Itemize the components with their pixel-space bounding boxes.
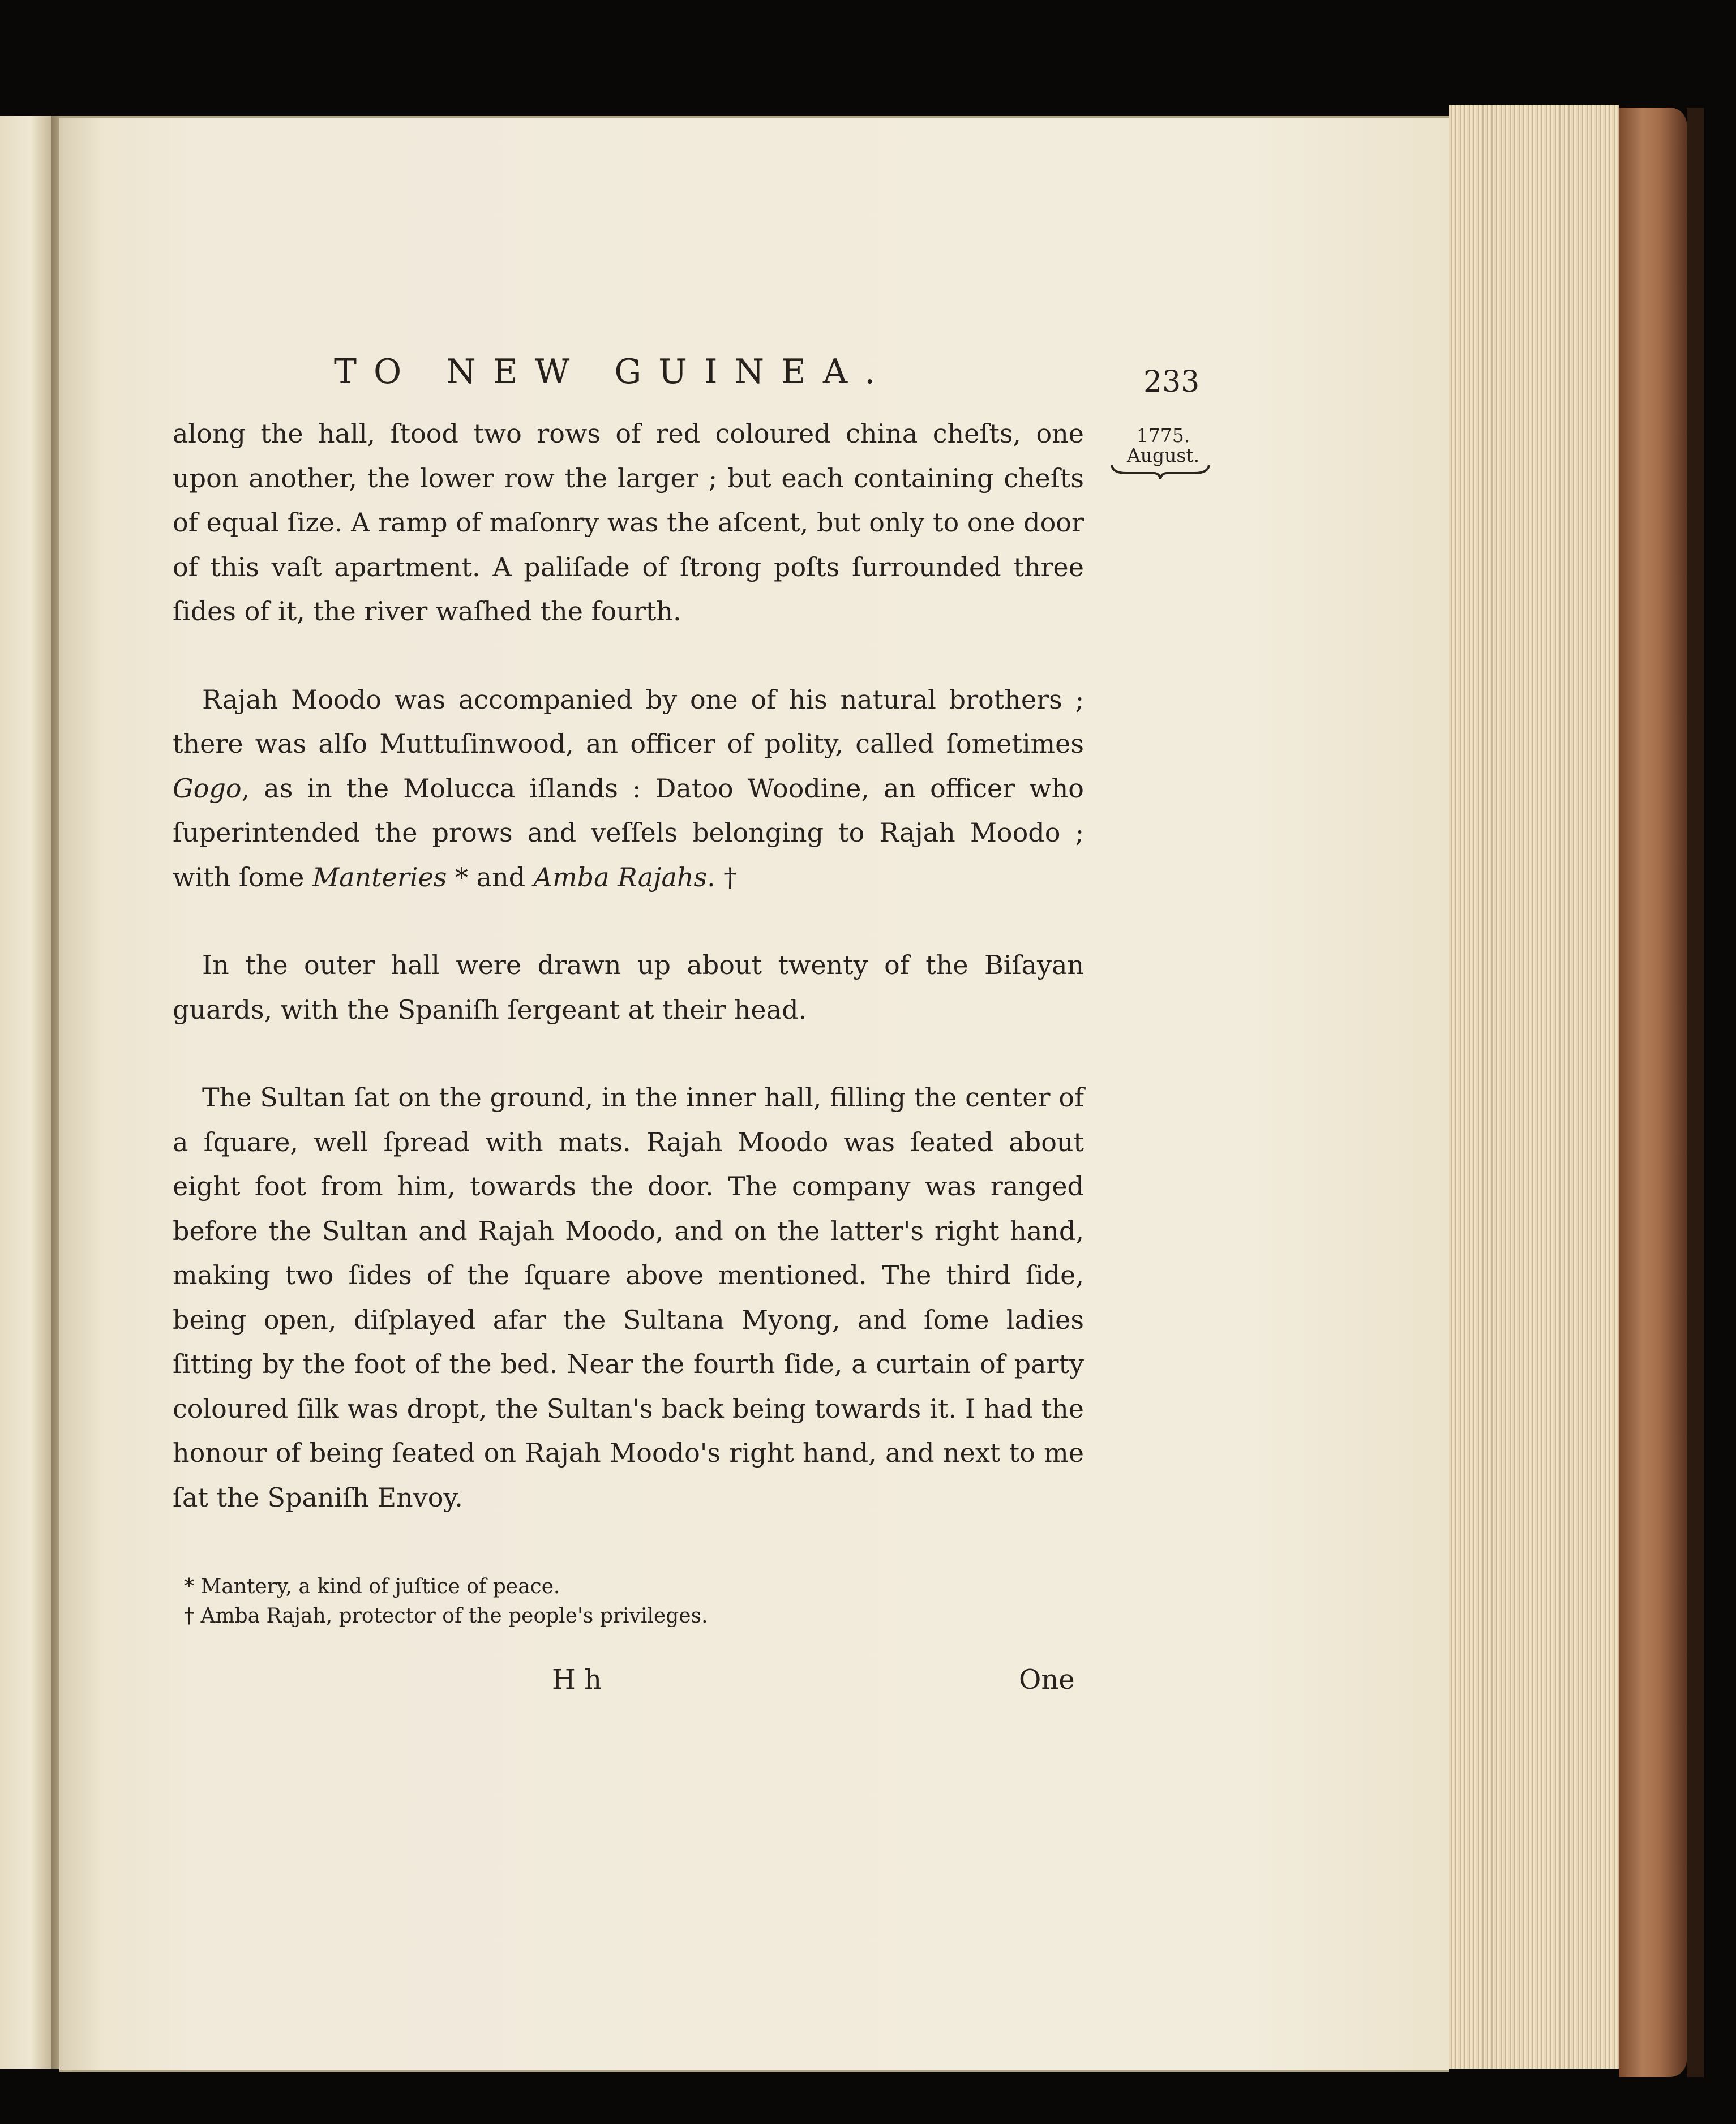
p2-text-1: Rajah Moodo was accompanied by one of his natural brothers ; there was alſo Muttuſinwood, an officer of polity, called ſometimes	[173, 684, 1084, 759]
margin-brace-icon	[1109, 463, 1211, 480]
paragraph-1: along the hall, ſtood two rows of red coloured china cheſts, one upon another, the lower row the larger ; but each containing cheſts of equal ſize. A ramp of maſonry was the aſcent, but only to one door of this vaſt apartment. A paliſade of ſtrong poſts ſurrounded three ſides of it, the river waſhed the fourth.	[173, 418, 1084, 627]
footnotes	[184, 1572, 920, 1631]
page-number: 233	[1143, 365, 1200, 399]
p2-italic-manteries: Manteries	[312, 861, 447, 892]
main-text	[173, 411, 1084, 1520]
margin-year: 1775.	[1136, 424, 1190, 447]
footnote-2: † Amba Rajah, protector of the people's privileges.	[184, 1604, 708, 1628]
paragraph-4: The Sultan ſat on the ground, in the inner hall, filling the center of a ſquare, well ſpread with mats. Rajah Moodo was ſeated about eight foot from him, towards the door. The company was ranged before the Sultan and Rajah Moodo, and on the latter's right hand, making two ſides of the ſquare above mentioned. The third ſide, being open, diſplayed afar the Sultana Myong, and ſome ladies ſitting by the foot of the bed. Near the fourth ſide, a curtain of party coloured ſilk was dropt, the Sultan's back being towards it. I had the honour of being ſeated on Rajah Moodo's right hand, and next to me ſat the Spaniſh Envoy.	[173, 1082, 1084, 1513]
margin-date-note	[1124, 426, 1203, 465]
cover-shadow	[1687, 108, 1704, 2077]
p2-text-2: , as in the Molucca iſlands : Datoo Woodine, an officer who ſuperintended the prows and veſſels belonging to Rajah Moodo ; with ſome	[173, 773, 1084, 892]
page-block-edges	[1449, 105, 1619, 2069]
signature-mark: H h	[552, 1664, 602, 1696]
leather-cover	[1619, 108, 1687, 2077]
p2-italic-amba-rajahs: Amba Rajahs	[533, 861, 708, 892]
p2-text-4: . †	[707, 861, 737, 892]
p2-text-3: * and	[447, 861, 534, 892]
margin-month: August.	[1126, 444, 1200, 466]
left-page-edge	[0, 116, 51, 2069]
p2-italic-gogo: Gogo	[173, 773, 242, 804]
catchword: One	[1019, 1664, 1075, 1696]
footnote-1: * Mantery, a kind of juſtice of peace.	[184, 1575, 560, 1598]
paragraph-3: In the outer hall were drawn up about twenty of the Biſayan guards, with the Spaniſh ſergeant at their head.	[173, 950, 1084, 1025]
paragraph-2	[173, 677, 1084, 900]
running-head: TO NEW GUINEA.	[334, 352, 893, 392]
